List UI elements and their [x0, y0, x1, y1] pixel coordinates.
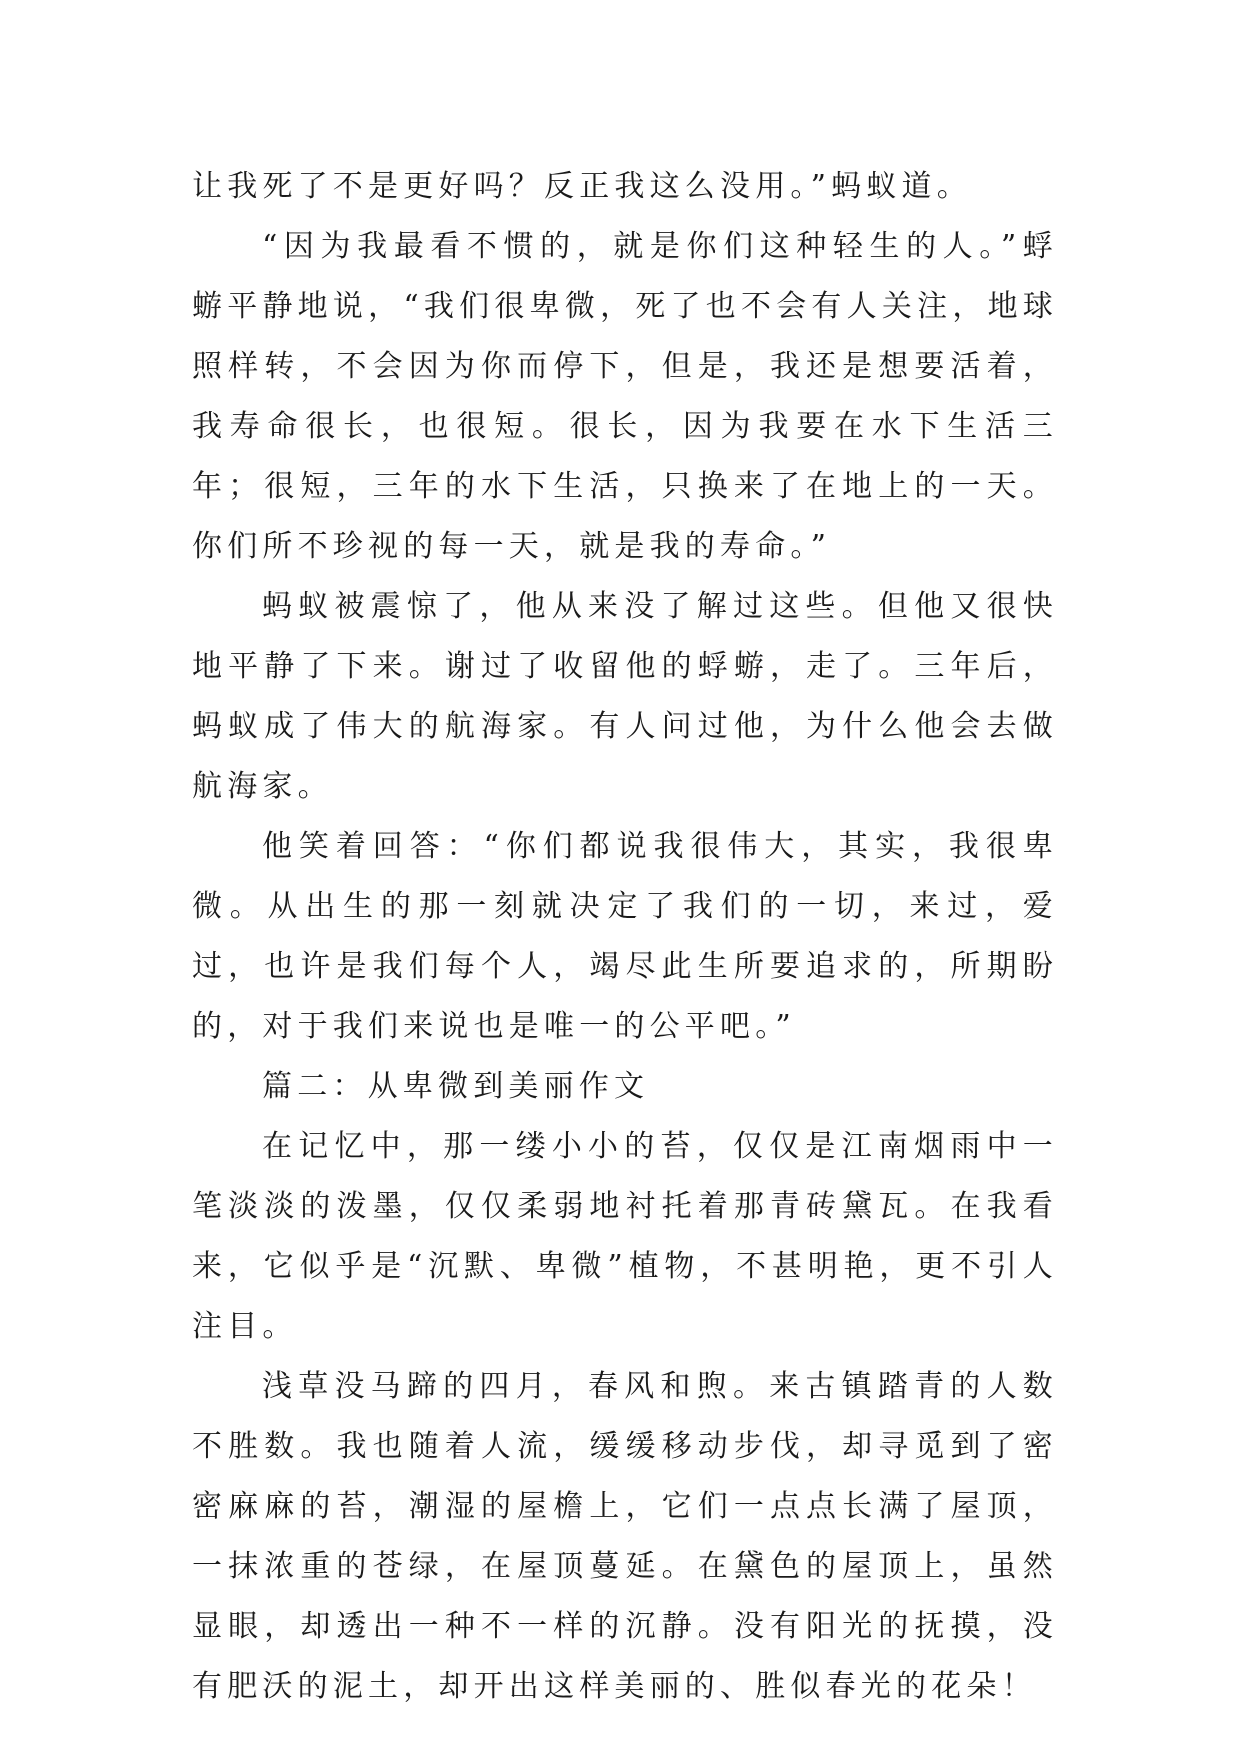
document-body — [192, 157, 1058, 1717]
paragraph-5: 在记忆中，那一缕小小的苔，仅仅是江南烟雨中一笔淡淡的泼墨，仅仅柔弱地衬托着那青砖黛瓦。在我看来，它似乎是“沉默、卑微”植物，不甚明艳，更不引人注目。 — [192, 1129, 1058, 1344]
paragraph-3: 蚂蚁被震惊了，他从来没了解过这些。但他又很快地平静了下来。谢过了收留他的蜉蝣，走了。三年后，蚂蚁成了伟大的航海家。有人问过他，为什么他会去做航海家。 — [192, 589, 1058, 804]
paragraph-4: 他笑着回答：“你们都说我很伟大，其实，我很卑微。从出生的那一刻就决定了我们的一切，来过，爱过，也许是我们每个人，竭尽此生所要追求的，所期盼的，对于我们来说也是唯一的公平吧。” — [192, 829, 1058, 1044]
paragraph-1: 让我死了不是更好吗？反正我这么没用。”蚂蚁道。 — [192, 169, 972, 204]
paragraph-6: 浅草没马蹄的四月，春风和煦。来古镇踏青的人数不胜数。我也随着人流，缓缓移动步伐，却寻觅到了密密麻麻的苔，潮湿的屋檐上，它们一点点长满了屋顶，一抹浓重的苍绿，在屋顶蔓延。在黛色的屋顶上，虽然显眼，却透出一种不一样的沉静。没有阳光的抚摸，没有肥沃的泥土，却开出这样美丽的、胜似春光的花朵！ — [192, 1369, 1058, 1704]
section-heading: 篇二：从卑微到美丽作文 — [262, 1069, 650, 1104]
paragraph-2: “因为我最看不惯的，就是你们这种轻生的人。”蜉蝣平静地说，“我们很卑微，死了也不会有人关注，地球照样转，不会因为你而停下，但是，我还是想要活着，我寿命很长，也很短。很长，因为我要在水下生活三年；很短，三年的水下生活，只换来了在地上的一天。你们所不珍视的每一天，就是我的寿命。” — [192, 229, 1058, 564]
